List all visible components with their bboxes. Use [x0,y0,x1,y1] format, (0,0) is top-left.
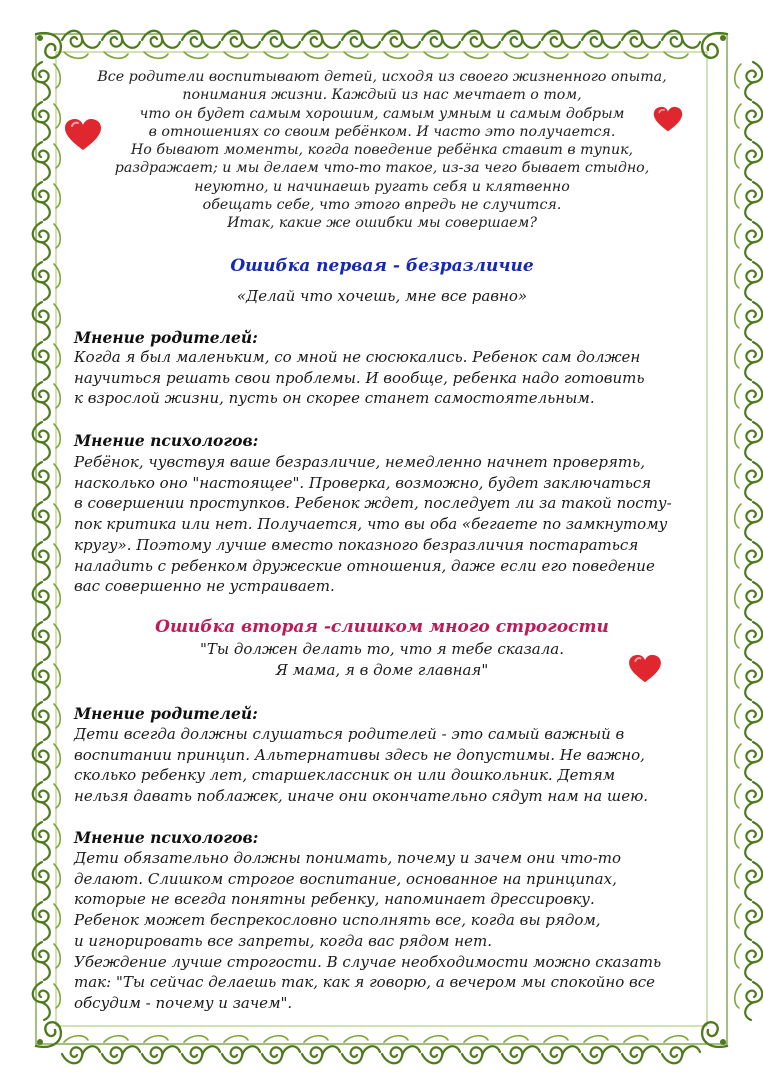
frame-ornament [735,662,763,700]
frame-ornament [182,1036,220,1064]
text-line: к взрослой жизни, пусть он скорее станет самостоятельным. [74,389,595,408]
frame-ornament [33,342,61,380]
text-line: Ребенок может беспрекословно исполнять все, когда вы рядом, [74,911,601,930]
text-line: Убеждение лучше строгости. В случае необходимости можно сказать [74,952,662,971]
text-line: делают. Слишком строгое воспитание, основанное на принципах, [74,869,617,888]
frame-ornament [182,31,220,59]
intro-line: что он будет самым хорошим, самым умным и самым добрым [139,105,625,122]
text-line: обсудим - почему и зачем". [74,993,293,1012]
frame-ornament [582,31,620,59]
intro-paragraph [68,68,696,233]
text-line: Дети обязательно должны понимать, почему и зачем они что-то [74,849,622,867]
frame-ornament [342,31,380,59]
frame-ornament [735,102,763,140]
mistake1-quote: «Делай что хочешь, мне все равно» [236,287,528,305]
mistake2-quote [68,639,696,680]
frame-ornament [33,302,61,340]
text-line: воспитании принцип. Альтернативы здесь не допустимы. Не важно, [74,745,645,764]
intro-line: понимания жизни. Каждый из нас мечтает о том, [182,87,582,104]
frame-ornament [622,31,660,59]
intro-line: раздражает; и мы делаем что-то такое, из-за чего бывает стыдно, [114,160,650,177]
quote-line: "Ты должен делать то, что я тебе сказала. [199,640,565,658]
text-line: кругу». Поэтому лучше вместо показного безразличия постараться [74,535,639,554]
frame-ornament [33,822,61,860]
frame-ornament [735,742,763,780]
text-line: наладить с ребенком дружеские отношения, даже если его поведение [74,556,655,575]
frame-ornament [502,1036,540,1064]
mistake2-psych-text [74,848,702,1014]
article-body [68,62,696,1022]
frame-ornament [542,1036,580,1064]
frame-ornament [222,31,260,59]
intro-line: Итак, какие же ошибки мы совершаем? [227,215,537,232]
frame-ornament [582,1036,620,1064]
frame-ornament [735,342,763,380]
frame-ornament [33,942,61,980]
frame-ornament [302,31,340,59]
frame-ornament [735,382,763,420]
intro-line: Все родители воспитывают детей, исходя из своего жизненного опыта, [97,69,667,85]
frame-ornament [33,262,61,300]
frame-ornament [735,622,763,660]
frame-ornament [33,702,61,740]
frame-ornament [735,582,763,620]
frame-ornament [33,622,61,660]
frame-ornament [33,102,61,140]
frame-ornament [142,1036,180,1064]
frame-ornament [102,31,140,59]
mistake1-psych-text [74,452,702,597]
text-line: Дети всегда должны слушаться родителей - это самый важный в [74,725,625,743]
intro-line: в отношениях со своим ребёнком. И часто это получается. [148,123,616,140]
intro-line: обещать себе, что этого впредь не случится. [202,197,562,214]
mistake1-parents-heading: Мнение родителей: [74,328,258,347]
frame-ornament [262,1036,300,1064]
frame-ornament [222,1036,260,1064]
mistake2-psych-heading: Мнение психологов: [74,828,259,847]
frame-ornament [33,542,61,580]
text-line: Когда я был маленьким, со мной не сюсюкались. Ребенок сам должен [74,348,641,366]
frame-ornament [735,982,763,1020]
frame-ornament [462,31,500,59]
frame-ornament [33,902,61,940]
text-line: насколько оно "настоящее". Проверка, возможно, будет заключаться [74,473,652,492]
frame-ornament [735,502,763,540]
frame-ornament [735,142,763,180]
intro-line: неуютно, и начинаешь ругать себя и клятвенно [194,178,570,195]
frame-ornament [33,222,61,260]
text-line: нельзя давать поблажек, иначе они окончательно сядут нам на шею. [74,787,649,806]
text-line: сколько ребенку лет, старшеклассник он или дошкольник. Детям [74,766,616,785]
frame-ornament [422,1036,460,1064]
frame-ornament [735,462,763,500]
frame-ornament [33,662,61,700]
frame-ornament [342,1036,380,1064]
frame-ornament [102,1036,140,1064]
frame-ornament [33,62,61,100]
frame-ornament [662,1036,700,1064]
frame-ornament [462,1036,500,1064]
frame-ornament [33,182,61,220]
frame-ornament [735,302,763,340]
frame-ornament [33,382,61,420]
frame-ornament [735,702,763,740]
frame-ornament [33,142,61,180]
text-line: пок критика или нет. Получается, что вы оба «бегаете по замкнутому [74,515,668,534]
text-line: и игнорировать все запреты, когда вас рядом нет. [74,931,492,950]
frame-ornament [735,942,763,980]
mistake1-psych-heading: Мнение психологов: [74,431,259,450]
frame-ornament [382,1036,420,1064]
frame-ornament [302,1036,340,1064]
frame-ornament [502,31,540,59]
frame-ornament [382,31,420,59]
frame-ornament [62,1036,100,1064]
quote-line: Я мама, я в доме главная" [275,660,489,679]
frame-ornament [33,742,61,780]
frame-ornament [33,982,61,1020]
frame-ornament [735,222,763,260]
frame-ornament [735,62,763,100]
frame-ornament [735,182,763,220]
frame-ornament [735,862,763,900]
mistake2-parents-heading: Мнение родителей: [74,704,258,723]
mistake2-title: Ошибка вторая -слишком много строгости [155,617,609,637]
frame-ornament [735,902,763,940]
frame-ornament [622,1036,660,1064]
frame-ornament [735,822,763,860]
text-line: вас совершенно не устраивает. [74,577,335,596]
frame-ornament [262,31,300,59]
frame-ornament [735,422,763,460]
frame-ornament [735,542,763,580]
intro-line: Но бывают моменты, когда поведение ребёнка ставит в тупик, [130,142,634,159]
text-line: научиться решать свои проблемы. И вообще, ребенка надо готовить [74,368,645,387]
frame-ornament [33,462,61,500]
frame-ornament [662,31,700,59]
text-line: в совершении проступков. Ребенок ждет, последует ли за такой посту- [74,494,672,513]
mistake2-parents-text [74,724,702,807]
frame-ornament [33,582,61,620]
text-line: так: "Ты сейчас делаешь так, как я говорю, а вечером мы спокойно все [74,973,656,992]
frame-ornament [735,782,763,820]
frame-ornament [33,422,61,460]
mistake1-parents-text [74,347,702,409]
text-line: которые не всегда понятны ребенку, напоминает дрессировку. [74,890,595,909]
frame-ornament [33,862,61,900]
frame-ornament [142,31,180,59]
frame-ornament [33,782,61,820]
frame-ornament [735,262,763,300]
frame-ornament [62,31,100,59]
frame-ornament [422,31,460,59]
frame-ornament [33,502,61,540]
mistake1-title: Ошибка первая - безразличие [230,256,534,276]
text-line: Ребёнок, чувствуя ваше безразличие, немедленно начнет проверять, [74,453,646,471]
frame-ornament [542,31,580,59]
